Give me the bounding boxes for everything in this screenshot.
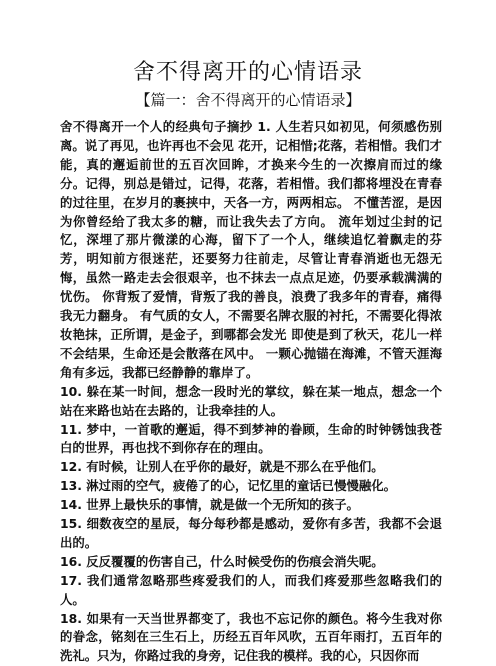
paragraph-12: 12. 有时候，让别人在乎你的最好，就是不那么在乎他们。 (60, 459, 384, 475)
paragraph-16: 16. 反反覆覆的伤害自己，什么时候受伤的伤痕会消失呢。 (60, 553, 384, 569)
paragraph-15: 15. 细数夜空的星辰，每分每秒都是感动，爱你有多苦，我都不会退出的。 (60, 516, 442, 550)
document-body (60, 118, 442, 666)
section-heading: 【篇一：舍不得离开的心情语录】 (135, 91, 361, 109)
paragraph-17: 17. 我们通常忽略那些疼爱我们的人，而我们疼爱那些忽略我们的人。 (60, 572, 442, 607)
paragraph-14: 14. 世界上最快乐的事情，就是做一个无所知的孩子。 (60, 497, 359, 513)
document-title: 舍不得离开的心情语录 (132, 60, 363, 85)
paragraph-10: 10. 躲在某一时间，想念一段时光的掌纹，躲在某一地点，想念一个站在来路也站在去路的，让我牵挂的人。 (60, 383, 442, 418)
paragraph-intro: 舍不得离开一个人的经典句子摘抄 1. 人生若只如初见，何须感伤别离。说了再见，也许再也不会见 花开，记相惜;花落，若相惜。我们才能，真的邂逅前世的五百次回眸，才换来今生的一次擦肩而过的缘分。记得，别总是错过，记得，花落，若相惜。我们都将埋没在青春的过往里，在岁月的裹挟中，天各一方，两两相忘。 不懂苦涩，是因为你曾经给了我太多的糖，而让我失去了方向。 流年划过尘封的记忆，深埋了那片微漾的心海，留下了一个人，继续追忆着飘走的芬芳，明知前方很迷茫，还要努力往前走，尽管让青春消逝也无怨无悔，虽然一路走去会很艰辛，也不抹去一点点足迹，仍要承载满满的忧伤。 你背叛了爱情，背叛了我的善良，浪费了我多年的青春，痛得我无力翻身。 有气质的女人，不需要名牌衣服的衬托，不需要化得浓妆艳抹，正所谓，是金子，到哪都会发光 即使是到了秋天，花儿一样不会结果，生命还是会散落在风中。 一颗心抛锚在海滩，不管天涯海角有多远，我都已经静静的靠岸了。 (60, 119, 442, 380)
paragraph-11: 11. 梦中，一首歌的邂逅，得不到梦神的眷顾，生命的时钟锈蚀我苍白的世界，再也找不到你存在的理由。 (60, 421, 442, 456)
paragraph-18: 18. 如果有一天当世界都变了，我也不忘记你的颜色。将今生我对你的眷念，铭刻在三生石上，历经五百年风吹，五百年雨打，五百年的洗礼。只为，你路过我的身旁，记住我的模样。我的心，只因你而 (60, 610, 442, 664)
paragraph-13: 13. 淋过雨的空气，疲倦了的心，记忆里的童话已慢慢融化。 (60, 478, 397, 494)
